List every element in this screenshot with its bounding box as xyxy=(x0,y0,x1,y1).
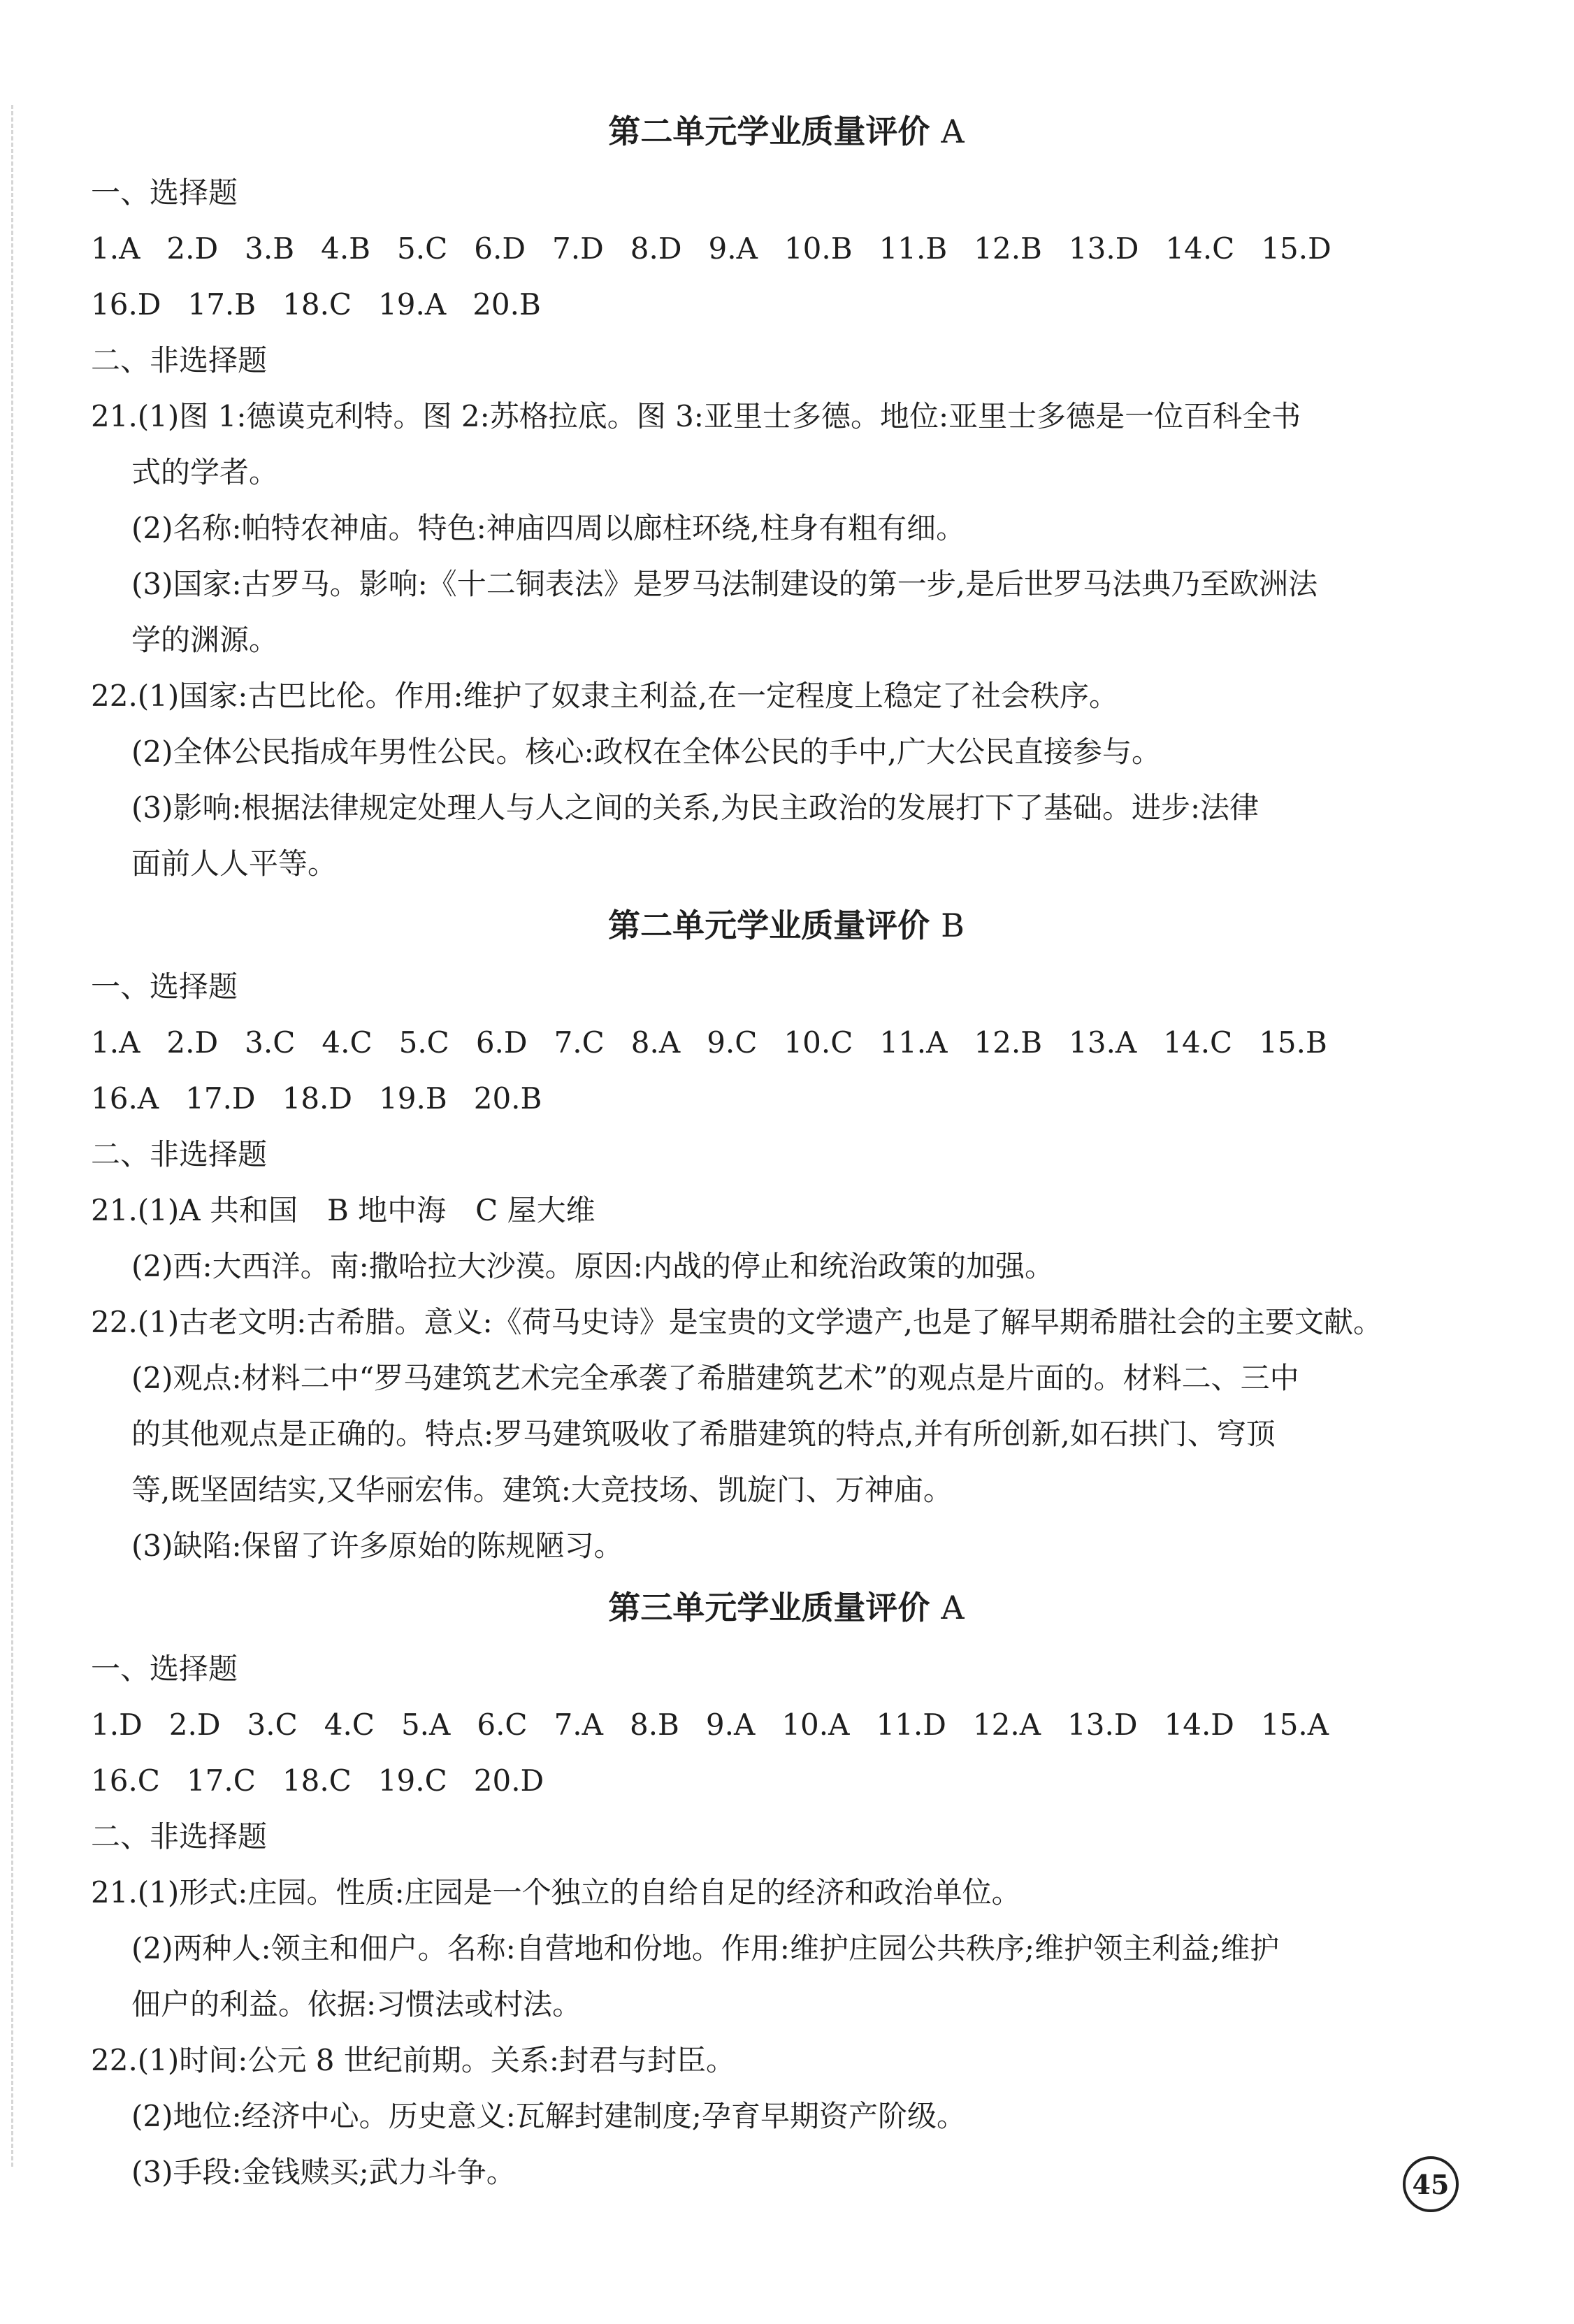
mc-answer: 5.C xyxy=(397,231,448,266)
mc-answer: 12.A xyxy=(972,1708,1041,1742)
mc-answers-row-2 xyxy=(91,1753,1482,1809)
mc-answer: 7.C xyxy=(554,1025,605,1060)
mc-answer: 15.B xyxy=(1259,1025,1327,1060)
mc-answer: 5.A xyxy=(400,1708,451,1742)
mc-answer: 4.C xyxy=(322,1025,373,1060)
mc-answer: 11.A xyxy=(879,1025,948,1060)
mc-answer: 14.C xyxy=(1163,1025,1233,1060)
answer-line: 佃户的利益。依据:习惯法或村法。 xyxy=(131,1987,582,2021)
answer-line: (3)手段:金钱赎买;武力斗争。 xyxy=(131,2155,516,2189)
mc-answers-row-2 xyxy=(91,277,1482,333)
answer-line: (3)缺陷:保留了许多原始的陈规陋习。 xyxy=(131,1529,623,1563)
mc-answer: 14.D xyxy=(1164,1708,1234,1742)
page-number-badge: 45 xyxy=(1403,2156,1459,2212)
mc-answer: 12.B xyxy=(974,231,1042,266)
mc-answer: 16.A xyxy=(91,1081,159,1116)
mc-answer: 19.C xyxy=(377,1763,447,1798)
section-title-text: 第二单元学业质量评价 xyxy=(608,907,930,944)
answer-line: 21.(1)A 共和国 B 地中海 C 屋大维 xyxy=(91,1193,595,1227)
mc-answer: 17.B xyxy=(187,287,257,322)
answer-line: 22.(1)时间:公元 8 世纪前期。关系:封君与封臣。 xyxy=(91,2043,736,2077)
mc-answer: 18.C xyxy=(282,1763,352,1798)
mc-answer: 17.D xyxy=(185,1081,256,1116)
section-variant: A xyxy=(941,1589,965,1626)
mc-answer: 1.D xyxy=(91,1708,143,1742)
mc-answer: 2.D xyxy=(168,1708,221,1742)
answer-line: 等,既坚固结实,又华丽宏伟。建筑:大竞技场、凯旋门、万神庙。 xyxy=(131,1473,953,1507)
section-title xyxy=(91,98,1482,165)
answer-line: (3)影响:根据法律规定处理人与人之间的关系,为民主政治的发展打下了基础。进步:法律 xyxy=(131,791,1259,825)
answer-line: 式的学者。 xyxy=(131,455,279,489)
unit-3-evaluation-a xyxy=(91,1574,1482,2200)
section-variant: A xyxy=(941,113,965,150)
answer-line: 22.(1)国家:古巴比伦。作用:维护了奴隶主利益,在一定程度上稳定了社会秩序。 xyxy=(91,679,1118,713)
free-response-heading: 二、非选择题 xyxy=(91,1137,268,1171)
mc-answers-row-1 xyxy=(91,1697,1482,1753)
mc-answer: 16.C xyxy=(91,1763,160,1798)
free-response-heading: 二、非选择题 xyxy=(91,343,268,377)
margin-rule xyxy=(11,105,13,2167)
mc-answer: 8.D xyxy=(630,231,682,266)
mc-answer: 18.C xyxy=(282,287,352,322)
mc-answer: 20.D xyxy=(473,1763,544,1798)
mc-answer: 4.C xyxy=(324,1708,375,1742)
mc-answer: 5.C xyxy=(398,1025,449,1060)
mc-answers-row-1 xyxy=(91,221,1482,277)
answer-line: 21.(1)形式:庄园。性质:庄园是一个独立的自给自足的经济和政治单位。 xyxy=(91,1875,1021,1910)
answer-line: 面前人人平等。 xyxy=(131,846,338,881)
mc-answer: 10.C xyxy=(784,1025,853,1060)
mc-answer: 6.C xyxy=(477,1708,528,1742)
mc-answer: 10.B xyxy=(784,231,853,266)
mc-answer: 7.A xyxy=(554,1708,603,1742)
answer-line: (2)西:大西洋。南:撒哈拉大沙漠。原因:内战的停止和统治政策的加强。 xyxy=(131,1249,1054,1283)
answer-line: (2)两种人:领主和佃户。名称:自营地和份地。作用:维护庄园公共秩序;维护领主利益;维护 xyxy=(131,1931,1280,1965)
mc-answer: 13.D xyxy=(1068,231,1139,266)
answer-line: 的其他观点是正确的。特点:罗马建筑吸收了希腊建筑的特点,并有所创新,如石拱门、穹顶 xyxy=(131,1417,1276,1451)
mc-answer: 1.A xyxy=(91,1025,140,1060)
unit-2-evaluation-b xyxy=(91,892,1482,1574)
answer-line: (2)全体公民指成年男性公民。核心:政权在全体公民的手中,广大公民直接参与。 xyxy=(131,735,1161,769)
mc-heading: 一、选择题 xyxy=(91,1652,238,1686)
mc-answer: 20.B xyxy=(473,1081,542,1116)
section-title-text: 第二单元学业质量评价 xyxy=(608,113,930,150)
mc-answer: 13.D xyxy=(1067,1708,1138,1742)
mc-answer: 6.D xyxy=(475,1025,528,1060)
mc-answer: 19.A xyxy=(378,287,447,322)
mc-answer: 20.B xyxy=(472,287,541,322)
section-variant: B xyxy=(941,907,965,944)
mc-answer: 9.A xyxy=(705,1708,756,1742)
free-response-heading: 二、非选择题 xyxy=(91,1819,268,1854)
mc-answer: 9.C xyxy=(707,1025,758,1060)
mc-answer: 3.C xyxy=(247,1708,298,1742)
mc-answer: 3.C xyxy=(245,1025,296,1060)
section-title xyxy=(91,1574,1482,1641)
answer-line: (2)观点:材料二中“罗马建筑艺术完全承袭了希腊建筑艺术”的观点是片面的。材料二、三中 xyxy=(131,1361,1299,1395)
mc-answer: 7.D xyxy=(552,231,604,266)
mc-answer: 4.B xyxy=(321,231,371,266)
mc-answers-row-2 xyxy=(91,1071,1482,1127)
mc-heading: 一、选择题 xyxy=(91,175,238,210)
mc-answer: 17.C xyxy=(186,1763,256,1798)
answer-line: 22.(1)古老文明:古希腊。意义:《荷马史诗》是宝贵的文学遗产,也是了解早期希腊社会的主要文献。 xyxy=(91,1305,1382,1339)
answer-line: (3)国家:古罗马。影响:《十二铜表法》是罗马法制建设的第一步,是后世罗马法典乃至欧洲法 xyxy=(131,567,1318,601)
mc-answer: 18.D xyxy=(282,1081,353,1116)
mc-answer: 19.B xyxy=(379,1081,447,1116)
answer-line: (2)名称:帕特农神庙。特色:神庙四周以廊柱环绕,柱身有粗有细。 xyxy=(131,511,966,545)
mc-answer: 2.D xyxy=(166,231,219,266)
mc-answer: 11.D xyxy=(876,1708,946,1742)
unit-2-evaluation-a xyxy=(91,98,1482,892)
mc-answer: 9.A xyxy=(708,231,758,266)
mc-answer: 11.B xyxy=(879,231,948,266)
mc-answers-row-1 xyxy=(91,1015,1482,1071)
section-title xyxy=(91,892,1482,959)
answer-key-content xyxy=(91,98,1482,2200)
answer-line: 21.(1)图 1:德谟克利特。图 2:苏格拉底。图 3:亚里士多德。地位:亚里士多德是一位百科全书 xyxy=(91,399,1301,433)
mc-answer: 2.D xyxy=(166,1025,219,1060)
mc-answer: 3.B xyxy=(245,231,295,266)
mc-answer: 15.D xyxy=(1261,231,1331,266)
answer-line: 学的渊源。 xyxy=(131,623,279,657)
mc-answer: 16.D xyxy=(91,287,161,322)
mc-answer: 10.A xyxy=(781,1708,850,1742)
mc-answer: 14.C xyxy=(1165,231,1235,266)
mc-heading: 一、选择题 xyxy=(91,969,238,1004)
mc-answer: 8.B xyxy=(629,1708,679,1742)
mc-answer: 15.A xyxy=(1260,1708,1329,1742)
mc-answer: 12.B xyxy=(974,1025,1043,1060)
mc-answer: 6.D xyxy=(474,231,526,266)
answer-line: (2)地位:经济中心。历史意义:瓦解封建制度;孕育早期资产阶级。 xyxy=(131,2099,966,2133)
mc-answer: 13.A xyxy=(1069,1025,1137,1060)
mc-answer: 8.A xyxy=(630,1025,681,1060)
mc-answer: 1.A xyxy=(91,231,140,266)
section-title-text: 第三单元学业质量评价 xyxy=(608,1589,930,1626)
